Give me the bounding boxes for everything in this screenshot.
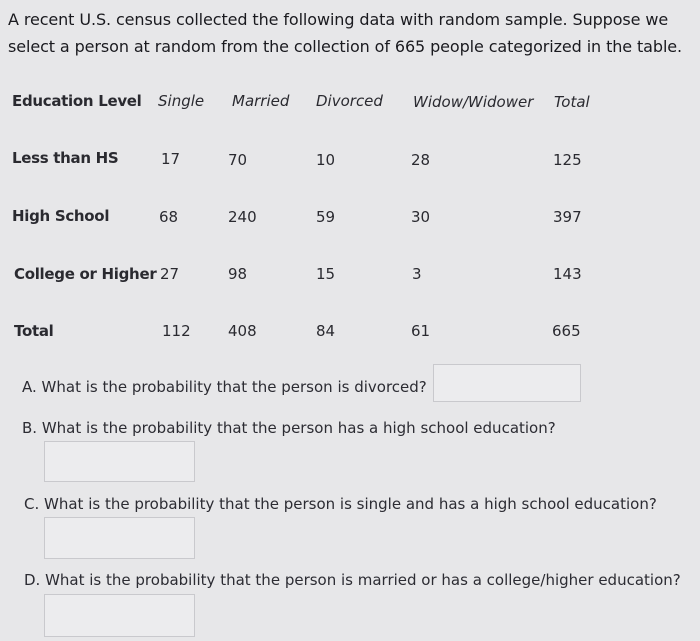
cell-total-married: 408 xyxy=(228,322,257,340)
row-label-high-school: High School xyxy=(12,207,110,225)
question-c: C. What is the probability that the person is single and has a high school education? xyxy=(24,495,657,513)
header-married: Married xyxy=(232,92,290,110)
header-single: Single xyxy=(158,92,205,110)
header-divorced: Divorced xyxy=(316,92,383,110)
cell-high-school-divorced: 59 xyxy=(316,208,336,226)
row-label-college-or-higher: College or Higher xyxy=(14,265,157,283)
cell-college-widow: 3 xyxy=(412,265,422,283)
answer-b-input[interactable] xyxy=(44,441,195,482)
header-total: Total xyxy=(554,93,590,111)
cell-less-than-hs-divorced: 10 xyxy=(316,151,336,169)
row-label-total: Total xyxy=(14,322,54,340)
question-b: B. What is the probability that the person has a high school education? xyxy=(22,419,556,437)
cell-high-school-widow: 30 xyxy=(411,208,431,226)
answer-c-input[interactable] xyxy=(44,517,195,559)
cell-total-divorced: 84 xyxy=(316,322,336,340)
question-d: D. What is the probability that the person is married or has a college/higher education? xyxy=(24,571,681,589)
problem-line-2: select a person at random from the collection of 665 people categorized in the table. xyxy=(8,37,683,56)
cell-total-widow: 61 xyxy=(411,322,431,340)
cell-less-than-hs-married: 70 xyxy=(228,151,248,169)
problem-line-1: A recent U.S. census collected the following data with random sample. Suppose we xyxy=(8,10,669,29)
question-a: A. What is the probability that the person is divorced? xyxy=(22,378,427,396)
header-education-level: Education Level xyxy=(12,92,142,110)
cell-total-single: 112 xyxy=(162,322,191,340)
row-label-less-than-hs: Less than HS xyxy=(12,149,119,167)
cell-college-divorced: 15 xyxy=(316,265,336,283)
cell-less-than-hs-widow: 28 xyxy=(411,151,431,169)
answer-d-input[interactable] xyxy=(44,594,195,637)
cell-college-total: 143 xyxy=(553,265,582,283)
cell-less-than-hs-total: 125 xyxy=(553,151,582,169)
cell-college-married: 98 xyxy=(228,265,248,283)
cell-total-total: 665 xyxy=(552,322,581,340)
problem-statement xyxy=(8,6,688,60)
cell-high-school-married: 240 xyxy=(228,208,257,226)
cell-high-school-single: 68 xyxy=(159,208,179,226)
cell-high-school-total: 397 xyxy=(553,208,582,226)
header-widow-widower: Widow/Widower xyxy=(413,93,534,111)
answer-a-input[interactable] xyxy=(433,364,581,402)
cell-college-single: 27 xyxy=(160,265,180,283)
cell-less-than-hs-single: 17 xyxy=(161,150,181,168)
